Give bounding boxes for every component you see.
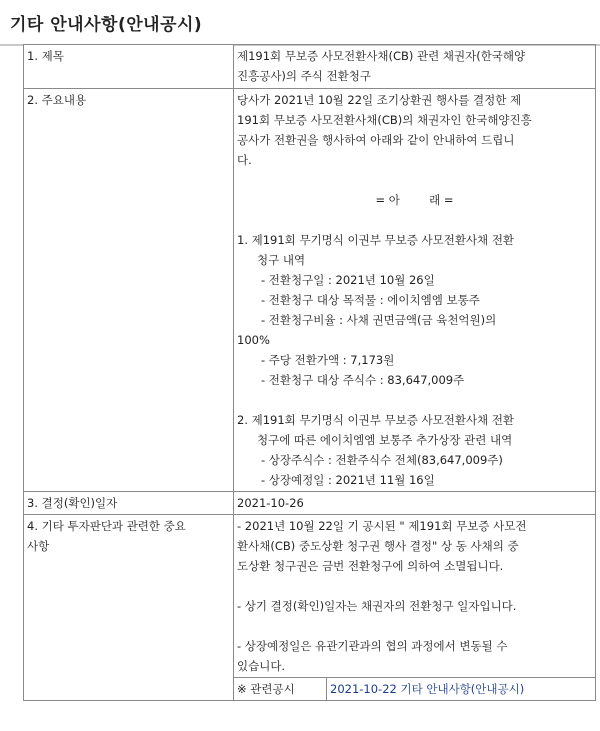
section1-item: - 전환청구일 : 2021년 10월 26일: [261, 273, 435, 287]
section1-item: - 주당 전환가액 : 7,173원: [261, 353, 395, 367]
row-label-main: 2. 주요내용: [24, 89, 234, 492]
section1-title-line-2: 청구 내역: [257, 253, 306, 267]
section2-title-line-1: 2. 제191회 무기명식 이권부 무보증 사모전환사채 전환: [237, 413, 515, 427]
row-value-other: [234, 515, 596, 701]
table-row-title: [24, 45, 596, 89]
spacer: [237, 616, 592, 636]
section2-item: - 상장예정일 : 2021년 11월 16일: [261, 473, 435, 487]
section2-item: - 상장주식수 : 전환주식수 전체(83,647,009주): [261, 453, 503, 467]
section1-item: - 전환청구 대상 주식수 : 83,647,009주: [261, 373, 465, 387]
spacer: [237, 576, 592, 596]
section2-title-line-2: 청구에 따른 에이치엠엠 보통주 추가상장 관련 내역: [257, 433, 513, 447]
other-para1-line-3: 도상환 청구권은 금번 전환청구에 의하여 소멸됩니다.: [237, 559, 504, 573]
intro-line-2: 191회 무보증 사모전환사채(CB)의 채권자인 한국해양진흥: [237, 113, 532, 127]
table-row-other: [24, 515, 596, 701]
disclosure-table: [23, 44, 596, 701]
row-label-other: [24, 515, 234, 701]
related-disclosure-table: [234, 677, 595, 700]
row-value-date: 2021-10-26: [234, 492, 596, 515]
center-heading: = 아 래 =: [375, 193, 454, 207]
section1-item: - 전환청구비율 : 사채 권면금액(금 육천억원)의: [261, 313, 497, 327]
other-para1-line-2: 환사채(CB) 중도상환 청구권 행사 결정" 상 동 사채의 중: [237, 539, 519, 553]
title-line-2: 진흥공사)의 주식 전환청구: [237, 69, 371, 83]
title-line-1: 제191회 무보증 사모전환사채(CB) 관련 채권자(한국해양: [237, 49, 526, 63]
section1-title-line-1: 1. 제191회 무기명식 이권부 무보증 사모전환사채 전환: [237, 233, 515, 247]
spacer: [237, 170, 592, 190]
table-row-date: [24, 492, 596, 515]
other-para1-line-1: - 2021년 10월 22일 기 공시된 " 제191회 무보증 사모전: [237, 519, 527, 533]
table-row-main-content: [24, 89, 596, 492]
other-label-line-2: 사항: [27, 539, 50, 553]
spacer: [237, 210, 592, 230]
related-disclosure-label: ※ 관련공시: [234, 678, 327, 701]
other-label-line-1: 4. 기타 투자판단과 관련한 중요: [27, 519, 186, 533]
row-label-title: 1. 제목: [24, 45, 234, 89]
row-value-main: [234, 89, 596, 492]
page-title: 기타 안내사항(안내공시): [10, 15, 203, 35]
other-para2: - 상기 결정(확인)일자는 채권자의 전환청구 일자입니다.: [237, 599, 517, 613]
other-para3-line-1: - 상장예정일은 유관기관과의 협의 과정에서 변동될 수: [237, 639, 508, 653]
spacer: [237, 390, 592, 410]
title-bar: [0, 0, 600, 46]
row-value-title: [234, 45, 596, 89]
intro-line-1: 당사가 2021년 10월 22일 조기상환권 행사를 결정한 제: [237, 93, 522, 107]
other-para3-line-2: 있습니다.: [237, 659, 286, 673]
intro-line-3: 공사가 전환권을 행사하여 아래와 같이 안내하여 드립니: [237, 133, 515, 147]
section1-wrap: 100%: [237, 333, 270, 347]
section1-item: - 전환청구 대상 목적물 : 에이치엠엠 보통주: [261, 293, 480, 307]
row-label-date: 3. 결정(확인)일자: [24, 492, 234, 515]
intro-line-4: 다.: [237, 153, 252, 167]
related-disclosure-cell: [327, 678, 596, 701]
related-disclosure-link[interactable]: 2021-10-22 기타 안내사항(안내공시): [330, 682, 525, 696]
